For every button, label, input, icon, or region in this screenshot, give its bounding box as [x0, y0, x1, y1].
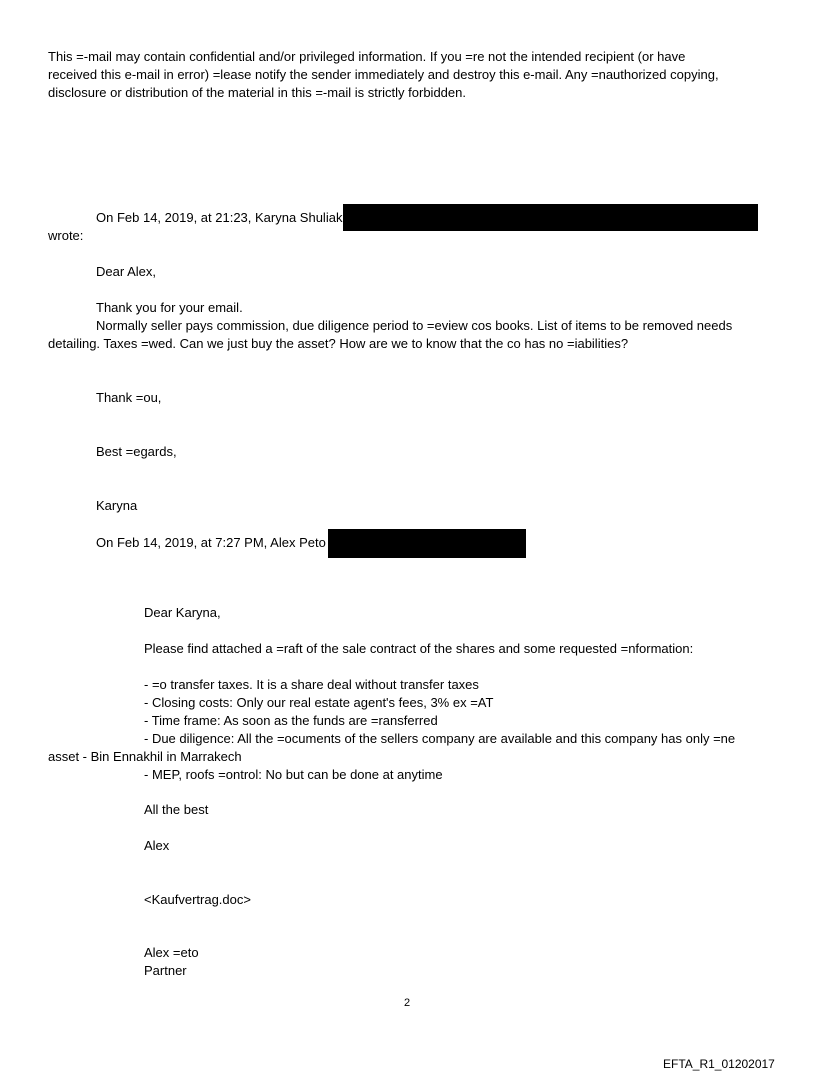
alex-closing: All the best: [144, 802, 209, 817]
karyna-thanks: Thank =ou,: [96, 390, 162, 405]
karyna-email-header: On Feb 14, 2019, at 21:23, Karyna Shuliak: [96, 210, 343, 225]
karyna-body-line-2: Normally seller pays commission, due diligence period to =eview cos books. List of items to be removed needs: [96, 318, 733, 333]
alex-list-item-2: - Closing costs: Only our real estate agent's fees, 3% ex =AT: [144, 695, 494, 710]
alex-name: Alex: [144, 838, 170, 853]
alex-list-item-1: - =o transfer taxes. It is a share deal without transfer taxes: [144, 677, 479, 692]
alex-email-header: On Feb 14, 2019, at 7:27 PM, Alex Peto: [96, 535, 326, 550]
alex-signature-name: Alex =eto: [144, 945, 199, 960]
page-number: 2: [404, 997, 411, 1009]
alex-intro: Please find attached a =raft of the sale contract of the shares and some requested =nformation:: [144, 641, 694, 656]
karyna-greeting: Dear Alex,: [96, 264, 156, 279]
disclaimer-line-1: This =-mail may contain confidential and/or privileged information. If you =re not the intended recipient (or have: [48, 49, 686, 64]
karyna-regards: Best =egards,: [96, 444, 177, 459]
alex-list-item-4: - Due diligence: All the =ocuments of the sellers company are available and this company has only =ne: [144, 731, 736, 746]
document-id: EFTA_R1_01202017: [663, 1057, 775, 1071]
redaction-box-2: [328, 529, 526, 558]
alex-list-item-5: - MEP, roofs =ontrol: No but can be done at anytime: [144, 767, 443, 782]
disclaimer-line-2: received this e-mail in error) =lease notify the sender immediately and destroy this e-mail. Any =nauthorized copying,: [48, 67, 719, 82]
alex-list-item-3: - Time frame: As soon as the funds are =ransferred: [144, 713, 438, 728]
karyna-body-line-3: detailing. Taxes =wed. Can we just buy the asset? How are we to know that the co has no =iabilities?: [48, 336, 629, 351]
disclaimer-line-3: disclosure or distribution of the material in this =-mail is strictly forbidden.: [48, 85, 466, 100]
redaction-box-1: [343, 204, 758, 231]
alex-greeting: Dear Karyna,: [144, 605, 221, 620]
alex-signature-title: Partner: [144, 963, 187, 978]
karyna-body-line-1: Thank you for your email.: [96, 300, 243, 315]
karyna-signature: Karyna: [96, 498, 138, 513]
attachment-link[interactable]: <Kaufvertrag.doc>: [144, 892, 251, 907]
karyna-email-header-cont: wrote:: [48, 228, 84, 243]
alex-list-item-4-cont: asset - Bin Ennakhil in Marrakech: [48, 749, 242, 764]
